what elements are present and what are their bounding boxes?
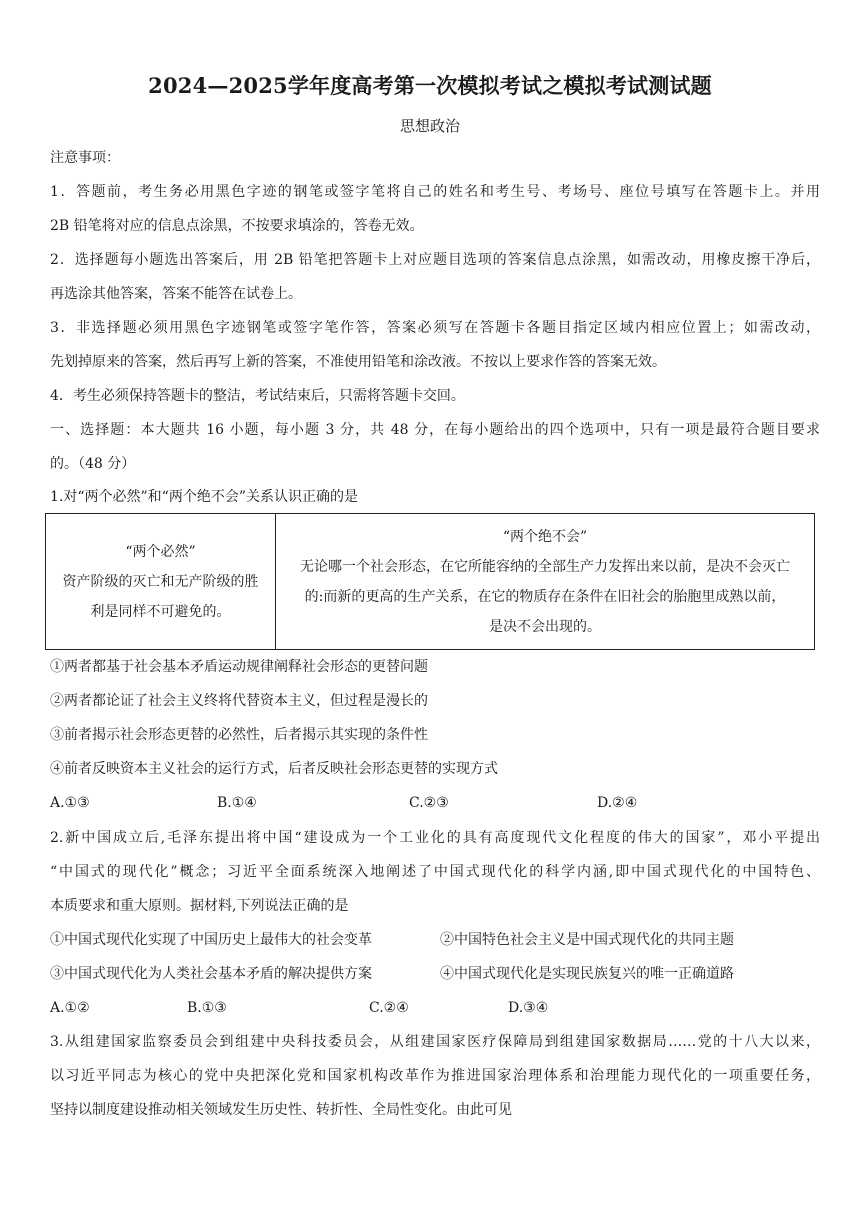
q1-table-left-text-1: 资产阶级的灭亡和无产阶级的胜 xyxy=(62,573,259,590)
q1-statement-2: ②两者都论证了社会主义终将代替资本主义，但过程是漫长的 xyxy=(50,693,428,709)
exam-title: 2024—2025学年度高考第一次模拟考试之模拟考试测试题 xyxy=(148,73,712,98)
q1-table-right-text-1: 无论哪一个社会形态，在它所能容纳的全部生产力发挥出来以前，是决不会灭亡 xyxy=(300,558,790,575)
q1-table-right-text-3: 是决不会出现的。 xyxy=(489,618,601,635)
q2-stem-line-3: 本质要求和重大原则。据材料,下列说法正确的是 xyxy=(50,898,349,914)
q1-table-right-cell xyxy=(276,514,814,649)
notice-heading: 注意事项： xyxy=(50,150,120,166)
section1-instructions-line-2: 的。（48 分） xyxy=(50,456,136,472)
q1-comparison-table xyxy=(45,513,815,650)
q1-statement-1: ①两者都基于社会基本矛盾运动规律阐释社会形态的更替问题 xyxy=(50,659,428,675)
q2-statement-3: ③中国式现代化为人类社会基本矛盾的解决提供方案 xyxy=(50,966,372,982)
q2-statement-2: ②中国特色社会主义是中国式现代化的共同主题 xyxy=(440,932,734,948)
section1-instructions-line-1: 一、选择题：本大题共 16 小题，每小题 3 分，共 48 分，在每小题给出的四个选项中，只有一项是最符合题目要求 xyxy=(50,422,820,438)
q2-option-c: C.②④ xyxy=(369,1000,409,1016)
notice-item-3-line-2: 先划掉原来的答案，然后再写上新的答案，不准使用铅笔和涂改液。不按以上要求作答的答案无效。 xyxy=(50,354,666,370)
q3-stem-line-3: 坚持以制度建设推动相关领域发生历史性、转折性、全局性变化。由此可见 xyxy=(50,1102,512,1118)
q2-stem-line-1: 2.新中国成立后,毛泽东提出将中国“建设成为一个工业化的具有高度现代文化程度的伟大的国家”，邓小平提出 xyxy=(50,830,820,846)
q2-statement-1: ①中国式现代化实现了中国历史上最伟大的社会变革 xyxy=(50,932,372,948)
q2-option-b: B.①③ xyxy=(187,1000,227,1016)
notice-item-4: 4．考生必须保持答题卡的整洁，考试结束后，只需将答题卡交回。 xyxy=(50,388,465,404)
notice-item-1-line-2: 2B 铅笔将对应的信息点涂黑，不按要求填涂的，答卷无效。 xyxy=(50,218,424,234)
notice-item-2-line-1: 2．选择题每小题选出答案后，用 2B 铅笔把答题卡上对应题目选项的答案信息点涂黑，如需改动，用橡皮擦干净后， xyxy=(50,252,820,268)
q3-stem-line-1: 3.从组建国家监察委员会到组建中央科技委员会，从组建国家医疗保障局到组建国家数据局……党的十八大以来， xyxy=(50,1034,820,1050)
q2-statement-4: ④中国式现代化是实现民族复兴的唯一正确道路 xyxy=(440,966,734,982)
q2-option-d: D.③④ xyxy=(508,1000,549,1016)
q1-option-c: C.②③ xyxy=(409,795,449,811)
notice-item-1-line-1: 1．答题前，考生务必用黑色字迹的钢笔或签字笔将自己的姓名和考生号、考场号、座位号填写在答题卡上。并用 xyxy=(50,184,820,200)
q3-stem-line-2: 以习近平同志为核心的党中央把深化党和国家机构改革作为推进国家治理体系和治理能力现代化的一项重要任务， xyxy=(50,1068,820,1084)
q1-statement-4: ④前者反映资本主义社会的运行方式，后者反映社会形态更替的实现方式 xyxy=(50,761,498,777)
q1-option-d: D.②④ xyxy=(597,795,638,811)
q2-option-a: A.①② xyxy=(50,1000,90,1016)
q1-option-b: B.①④ xyxy=(217,795,257,811)
q1-option-a: A.①③ xyxy=(50,795,90,811)
q1-table-right-text-2: 的:而新的更高的生产关系，在它的物质存在条件在旧社会的胎胞里成熟以前， xyxy=(304,588,786,605)
q1-table-left-text-2: 利是同样不可避免的。 xyxy=(90,603,231,620)
q1-table-right-heading: “两个绝不会” xyxy=(502,528,588,545)
q1-statement-3: ③前者揭示社会形态更替的必然性，后者揭示其实现的条件性 xyxy=(50,727,428,743)
q1-stem: 1.对“两个必然”和“两个绝不会”关系认识正确的是 xyxy=(50,489,358,505)
q1-table-left-cell xyxy=(46,514,276,649)
notice-item-3-line-1: 3．非选择题必须用黑色字迹钢笔或签字笔作答，答案必须写在答题卡各题目指定区域内相应位置上；如需改动， xyxy=(50,320,820,336)
q2-stem-line-2: “中国式的现代化”概念；习近平全面系统深入地阐述了中国式现代化的科学内涵,即中国式现代化的中国特色、 xyxy=(50,864,820,880)
exam-subject: 思想政治 xyxy=(399,117,460,135)
q1-table-left-heading: “两个必然” xyxy=(125,543,196,560)
notice-item-2-line-2: 再选涂其他答案，答案不能答在试卷上。 xyxy=(50,286,302,302)
